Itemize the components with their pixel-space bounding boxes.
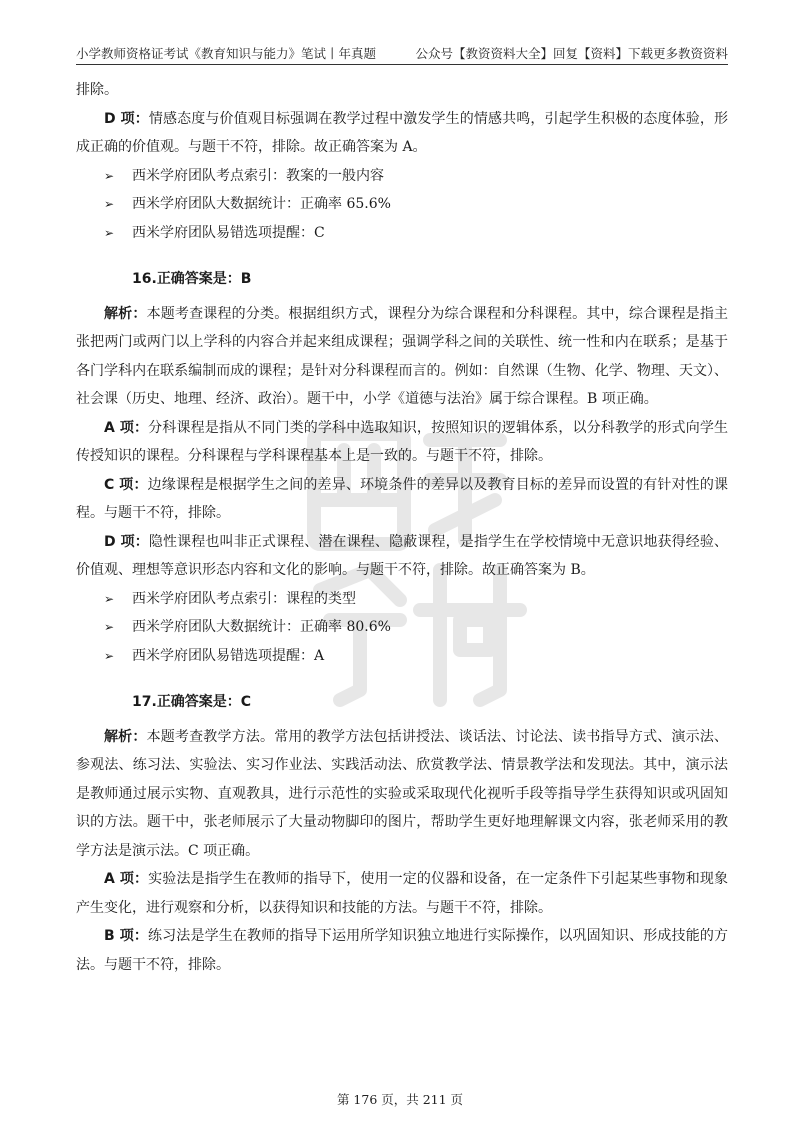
option-label: A 项： — [104, 419, 149, 436]
option-text: 边缘课程是根据学生之间的差异、环境条件的差异以及教育目标的差异而设置的有针对性的课程。与题干不符，排除。 — [76, 476, 729, 521]
page-content — [76, 76, 728, 979]
bullet-arrow-icon: ➢ — [104, 197, 115, 211]
bullet-arrow-icon: ➢ — [104, 648, 115, 663]
header-promo: 公众号【教资资料大全】回复【资料】下载更多教资资料 — [415, 46, 728, 61]
q15-continuation: 排除。 — [76, 82, 118, 98]
q17-heading — [76, 688, 728, 717]
option-label: D 项： — [104, 533, 149, 550]
page-header — [76, 40, 728, 65]
q16-bullet: ➢ 西米学府团队考点索引：课程的类型 — [76, 585, 728, 614]
q16-option-d — [76, 528, 728, 585]
page-number: 第 176 页，共 211 页 — [336, 1092, 464, 1107]
analysis-text: 本题考查课程的分类。根据组织方式，课程分为综合课程和分科课程。其中，综合课程是指主张把两门或两门以上学科的内容合并起来组成课程；强调学科之间的关联性、统一性和内在联系；是基于各门学科内在联系编制而成的课程；是针对分科课程而言的。例如：自然课（生物、化学、物理、天文）、社会课（历史、地理、经济、政治）。题干中，小学《道德与法治》属于综合课程。B 项正确。 — [76, 305, 729, 407]
option-label: A 项： — [104, 871, 149, 887]
analysis-text: 本题考查教学方法。常用的教学方法包括讲授法、谈话法、讨论法、读书指导方式、演示法、参观法、练习法、实验法、实习作业法、实践活动法、欣赏教学法、情景教学法和发现法。其中，演示法是教师通过展示实物、直观教具，进行示范性的实验或采取现代化视听手段等指导学生获得知识或巩固知识的方法。题干中，张老师展示了大量动物脚印的图片，帮助学生更好地理解课文内容，张老师采用的教学方法是演示法。C 项正确。 — [76, 728, 729, 859]
q16-option-c — [76, 471, 728, 528]
q16-bullet: ➢ 西米学府团队大数据统计：正确率 80.6% — [76, 613, 728, 642]
answer-text: 正确答案是：C — [156, 694, 252, 710]
option-text: 实验法是指学生在教师的指导下，使用一定的仪器和设备，在一定条件下引起某些事物和现象产生变化，进行观察和分析，以获得知识和技能的方法。与题干不符，排除。 — [76, 871, 728, 916]
header-title: 小学教师资格证考试《教育知识与能力》笔试丨年真题 — [76, 46, 377, 61]
q17-option-b — [76, 922, 728, 979]
bullet-arrow-icon: ➢ — [104, 225, 115, 240]
bullet-arrow-icon: ➢ — [104, 620, 115, 634]
q15-bullet: ➢ 西米学府团队易错选项提醒：C — [76, 219, 728, 248]
option-label: C 项： — [104, 476, 148, 493]
q15-option-d — [76, 105, 728, 162]
page-footer — [0, 1090, 800, 1108]
q17-analysis — [76, 723, 728, 866]
q16-analysis — [76, 300, 728, 414]
option-text: 情感态度与价值观目标强调在教学过程中激发学生的情感共鸣，引起学生积极的态度体验，形成正确的价值观。与题干不符，排除。故正确答案为 A。 — [76, 110, 729, 155]
q16-option-a — [76, 414, 728, 471]
option-text: 隐性课程也叫非正式课程、潜在课程、隐蔽课程，是指学生在学校情境中无意识地获得经验、价值观、理想等意识形态内容和文化的影响。与题干不符，排除。故正确答案为 B。 — [76, 533, 729, 578]
option-label: D 项： — [104, 110, 149, 127]
analysis-label: 解析： — [104, 728, 147, 745]
q15-bullet: ➢ 西米学府团队考点索引：教案的一般内容 — [76, 162, 728, 191]
q17-option-a — [76, 865, 728, 922]
q15-bullet: ➢ 西米学府团队大数据统计：正确率 65.6% — [76, 190, 728, 219]
answer-text: 正确答案是：B — [156, 271, 252, 287]
question-number: 17. — [132, 694, 157, 710]
q16-bullet: ➢ 西米学府团队易错选项提醒：A — [76, 642, 728, 671]
q16-heading — [76, 265, 728, 294]
bullet-arrow-icon: ➢ — [104, 591, 115, 606]
option-text: 分科课程是指从不同门类的学科中选取知识，按照知识的逻辑体系，以分科教学的形式向学生传授知识的课程。分科课程与学科课程基本上是一致的。与题干不符，排除。 — [76, 419, 728, 464]
analysis-label: 解析： — [104, 305, 147, 322]
bullet-arrow-icon: ➢ — [104, 168, 115, 183]
question-number: 16. — [132, 271, 157, 287]
option-label: B 项： — [104, 928, 148, 944]
option-text: 练习法是学生在教师的指导下运用所学知识独立地进行实际操作，以巩固知识、形成技能的方法。与题干不符，排除。 — [76, 928, 729, 973]
